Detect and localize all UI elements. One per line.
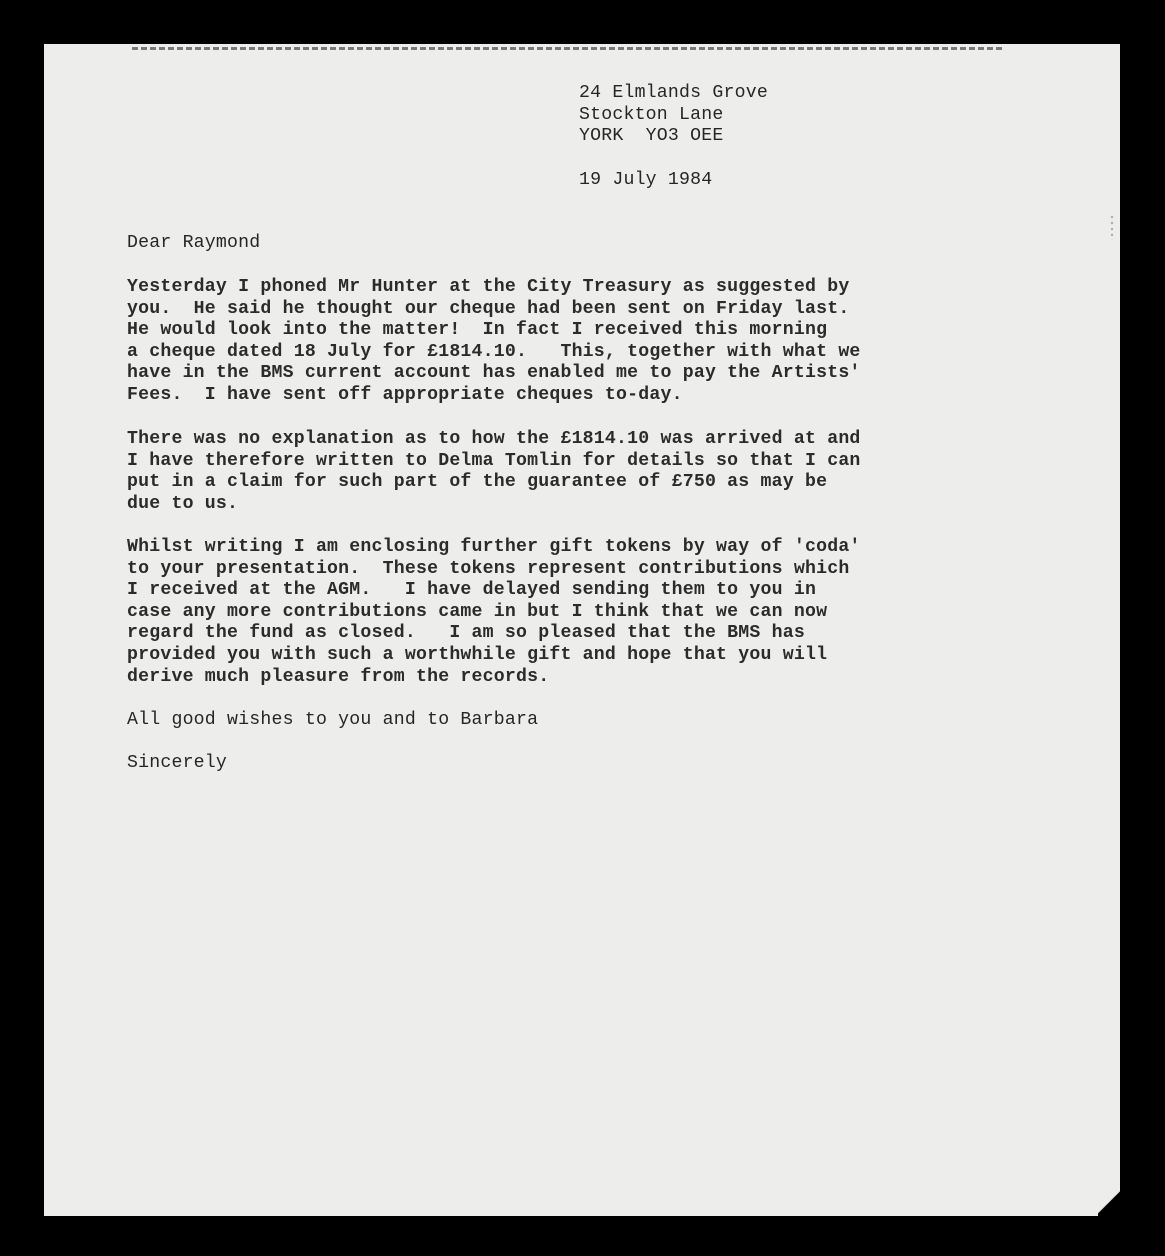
letter-date (579, 170, 712, 192)
paragraph-line: put in a claim for such part of the guarantee of £750 as may be (127, 472, 828, 493)
salutation-text: Dear Raymond (127, 233, 261, 253)
page-corner-curl (1098, 1188, 1120, 1216)
paragraph-3 (127, 537, 861, 688)
signoff-text: Sincerely (127, 753, 228, 773)
paragraph-line: a cheque dated 18 July for £1814.10. This, together with what we (127, 341, 861, 362)
paragraph-line: regard the fund as closed. I am so pleased that the BMS has (127, 623, 805, 644)
paper-mark (1110, 214, 1114, 240)
date-text: 19 July 1984 (579, 170, 713, 190)
paragraph-line: you. He said he thought our cheque had been sent on Friday last. (127, 298, 850, 319)
closing-wishes (127, 710, 538, 732)
paragraph-line: have in the BMS current account has enabled me to pay the Artists' (127, 363, 861, 384)
signoff (127, 753, 227, 775)
paragraph-line: Yesterday I phoned Mr Hunter at the City Treasury as suggested by (127, 277, 850, 297)
paragraph-line: due to us. (127, 493, 239, 514)
paragraph-2 (127, 429, 861, 515)
paragraph-line: There was no explanation as to how the £1814.10 was arrived at and (127, 429, 861, 449)
paragraph-line: Fees. I have sent off appropriate cheques to-day. (127, 384, 683, 405)
paragraph-line: I have therefore written to Delma Tomlin for details so that I can (127, 450, 861, 471)
letter-page (44, 44, 1120, 1216)
paragraph-line: case any more contributions came in but I think that we can now (127, 601, 828, 622)
paragraph-line: derive much pleasure from the records. (127, 666, 550, 687)
salutation (127, 233, 260, 255)
paragraph-line: to your presentation. These tokens represent contributions which (127, 558, 850, 579)
address-line-city-postcode: YORK YO3 OEE (579, 126, 724, 147)
paragraph-1 (127, 277, 861, 407)
paragraph-line: provided you with such a worthwhile gift and hope that you will (127, 644, 828, 665)
paragraph-line: He would look into the matter! In fact I received this morning (127, 320, 828, 341)
perforated-top-edge (132, 47, 1004, 50)
paragraph-line: Whilst writing I am enclosing further gift tokens by way of 'coda' (127, 537, 861, 557)
sender-address (579, 83, 768, 148)
address-line-street: 24 Elmlands Grove (579, 83, 768, 103)
paragraph-line: I received at the AGM. I have delayed sending them to you in (127, 580, 817, 601)
closing-wishes-text: All good wishes to you and to Barbara (127, 710, 539, 730)
address-line-area: Stockton Lane (579, 104, 724, 125)
